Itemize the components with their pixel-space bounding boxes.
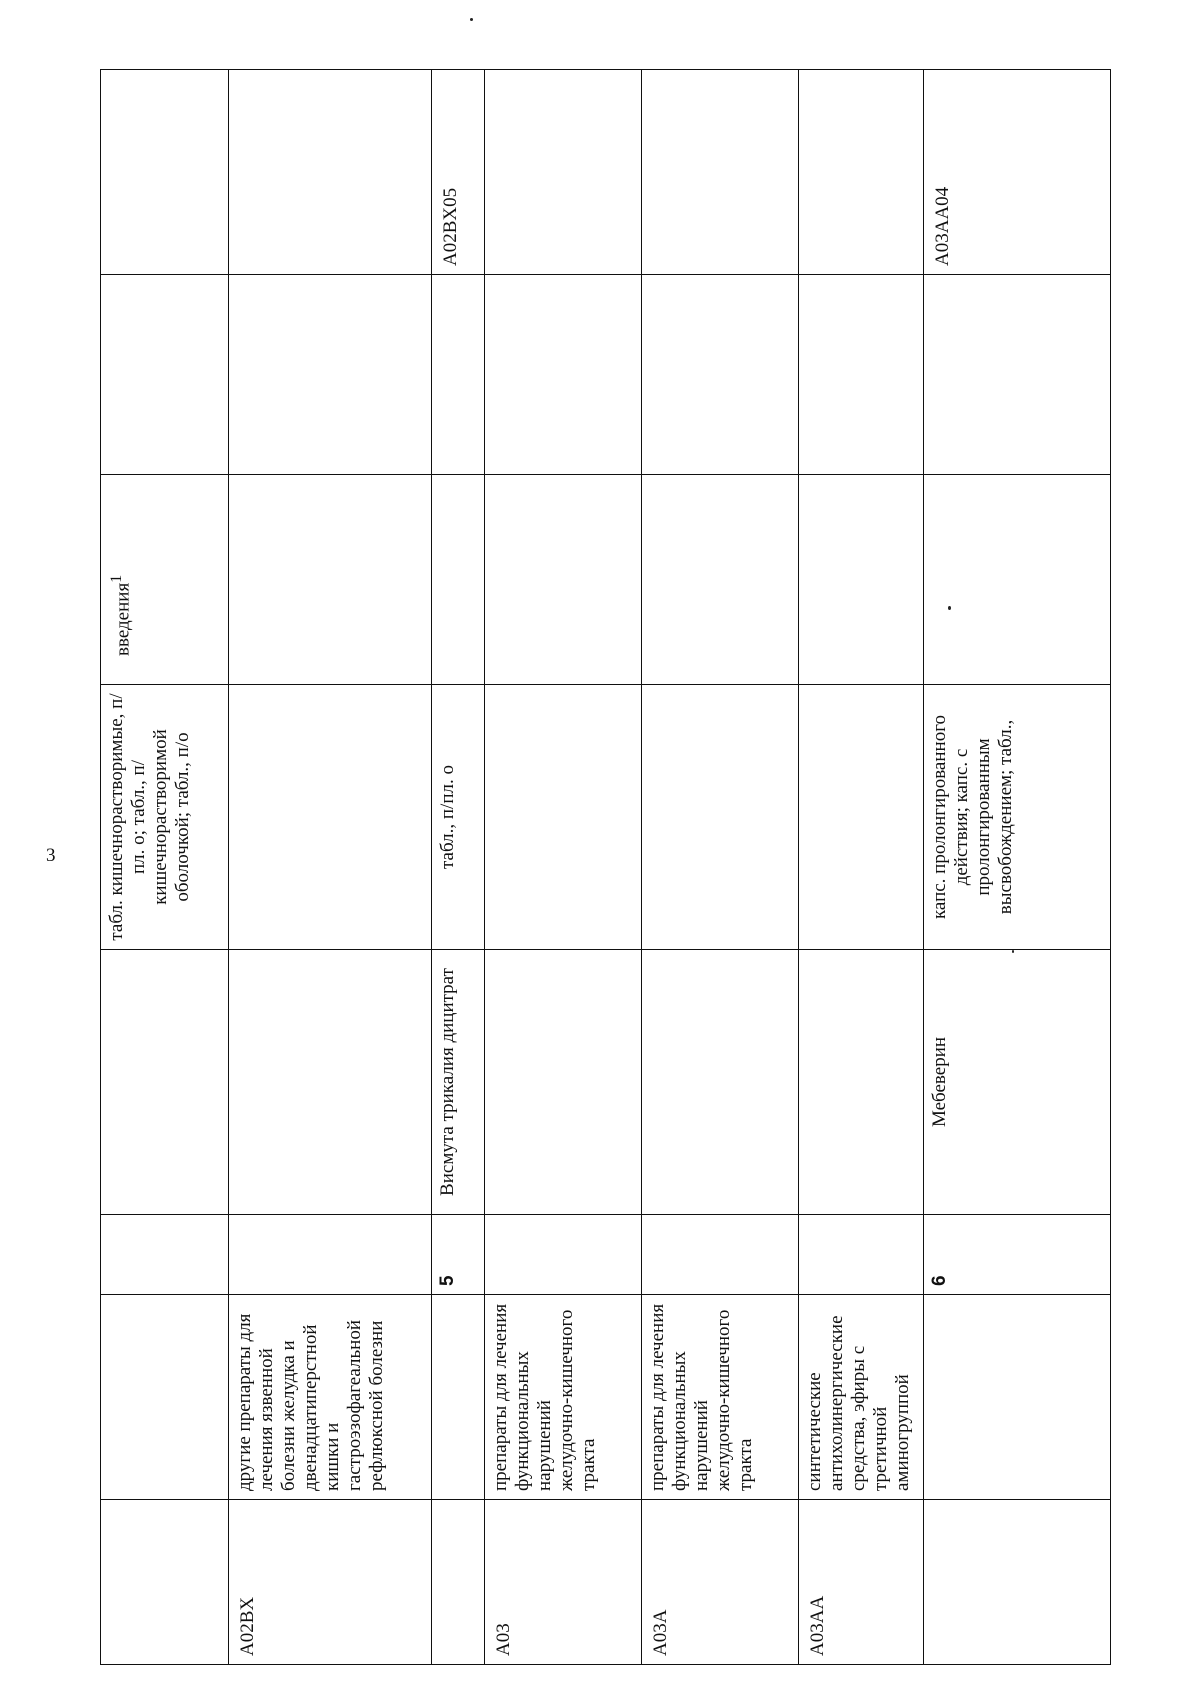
cell-col7 bbox=[642, 275, 799, 475]
cell-mnn: Мебеверин bbox=[924, 950, 1111, 1215]
cell-route bbox=[432, 475, 485, 685]
cell-mnn bbox=[229, 950, 432, 1215]
cell-atc: A03AA bbox=[799, 1500, 924, 1665]
cell-atx-code bbox=[642, 70, 799, 275]
table-row bbox=[799, 70, 924, 1665]
cell-group: препараты для лечения функциональных нарушений желудочно-кишечного тракта bbox=[485, 1295, 642, 1500]
cell-mnn bbox=[642, 950, 799, 1215]
cell-col7 bbox=[924, 275, 1111, 475]
cell-route bbox=[485, 475, 642, 685]
cell-num bbox=[642, 1215, 799, 1295]
cell-atc bbox=[432, 1500, 485, 1665]
cell-dosage-form: табл., п/пл. о bbox=[432, 685, 485, 950]
cell-num bbox=[799, 1215, 924, 1295]
cell-dosage-form bbox=[642, 685, 799, 950]
cell-atx-code bbox=[101, 70, 229, 275]
cell-atx-code: A03AA04 bbox=[924, 70, 1111, 275]
scan-speck bbox=[470, 18, 473, 21]
cell-dosage-form bbox=[229, 685, 432, 950]
table-row bbox=[485, 70, 642, 1665]
cell-atc bbox=[101, 1500, 229, 1665]
cell-atx-code bbox=[229, 70, 432, 275]
cell-mnn: Висмута трикалия дицитрат bbox=[432, 950, 485, 1215]
cell-route bbox=[799, 475, 924, 685]
cell-dosage-form: капс. пролонгированного действия; капс. с пролонгированным высвобождением; табл., bbox=[924, 685, 1111, 950]
cell-dosage-form bbox=[799, 685, 924, 950]
cell-num: 5 bbox=[432, 1215, 485, 1295]
cell-group: другие препараты для лечения язвенной болезни желудка и двенадцатиперстной кишки и гастроэзофагеальной рефлюксной болезни bbox=[229, 1295, 432, 1500]
cell-group bbox=[101, 1295, 229, 1500]
cell-mnn bbox=[485, 950, 642, 1215]
cell-dosage-form bbox=[485, 685, 642, 950]
page-number: 3 bbox=[46, 845, 56, 866]
cell-atc: A03 bbox=[485, 1500, 642, 1665]
cell-dosage-form: табл. кишечнорастворимые, п/пл. о; табл., п/кишечнорастворимой оболочкой; табл., п/о bbox=[101, 685, 229, 950]
cell-num bbox=[229, 1215, 432, 1295]
cell-num bbox=[101, 1215, 229, 1295]
table-row bbox=[432, 70, 485, 1665]
cell-atc bbox=[924, 1500, 1111, 1665]
table-row bbox=[642, 70, 799, 1665]
rotated-table-wrapper bbox=[100, 70, 1110, 1665]
drug-list-table bbox=[100, 69, 1111, 1665]
cell-col7 bbox=[101, 275, 229, 475]
cell-atx-code bbox=[799, 70, 924, 275]
cell-group bbox=[432, 1295, 485, 1500]
cell-route bbox=[642, 475, 799, 685]
cell-mnn bbox=[799, 950, 924, 1215]
cell-atc: A03A bbox=[642, 1500, 799, 1665]
table-row-header-continuation bbox=[101, 70, 229, 1665]
cell-mnn bbox=[101, 950, 229, 1215]
table-row bbox=[229, 70, 432, 1665]
table-row bbox=[924, 70, 1111, 1665]
cell-col7 bbox=[485, 275, 642, 475]
cell-col7 bbox=[432, 275, 485, 475]
route-text: введения bbox=[112, 582, 134, 656]
cell-num bbox=[485, 1215, 642, 1295]
cell-route bbox=[229, 475, 432, 685]
cell-col7 bbox=[799, 275, 924, 475]
cell-route bbox=[101, 475, 229, 685]
cell-group: синтетические антихолинергические средства, эфиры с третичной аминогруппой bbox=[799, 1295, 924, 1500]
cell-atc: A02BX bbox=[229, 1500, 432, 1665]
cell-route bbox=[924, 475, 1111, 685]
cell-col7 bbox=[229, 275, 432, 475]
cell-atx-code: A02BX05 bbox=[432, 70, 485, 275]
route-footnote: 1 bbox=[108, 574, 125, 583]
cell-group bbox=[924, 1295, 1111, 1500]
cell-num: 6 bbox=[924, 1215, 1111, 1295]
cell-atx-code bbox=[485, 70, 642, 275]
cell-group: препараты для лечения функциональных нарушений желудочно-кишечного тракта bbox=[642, 1295, 799, 1500]
